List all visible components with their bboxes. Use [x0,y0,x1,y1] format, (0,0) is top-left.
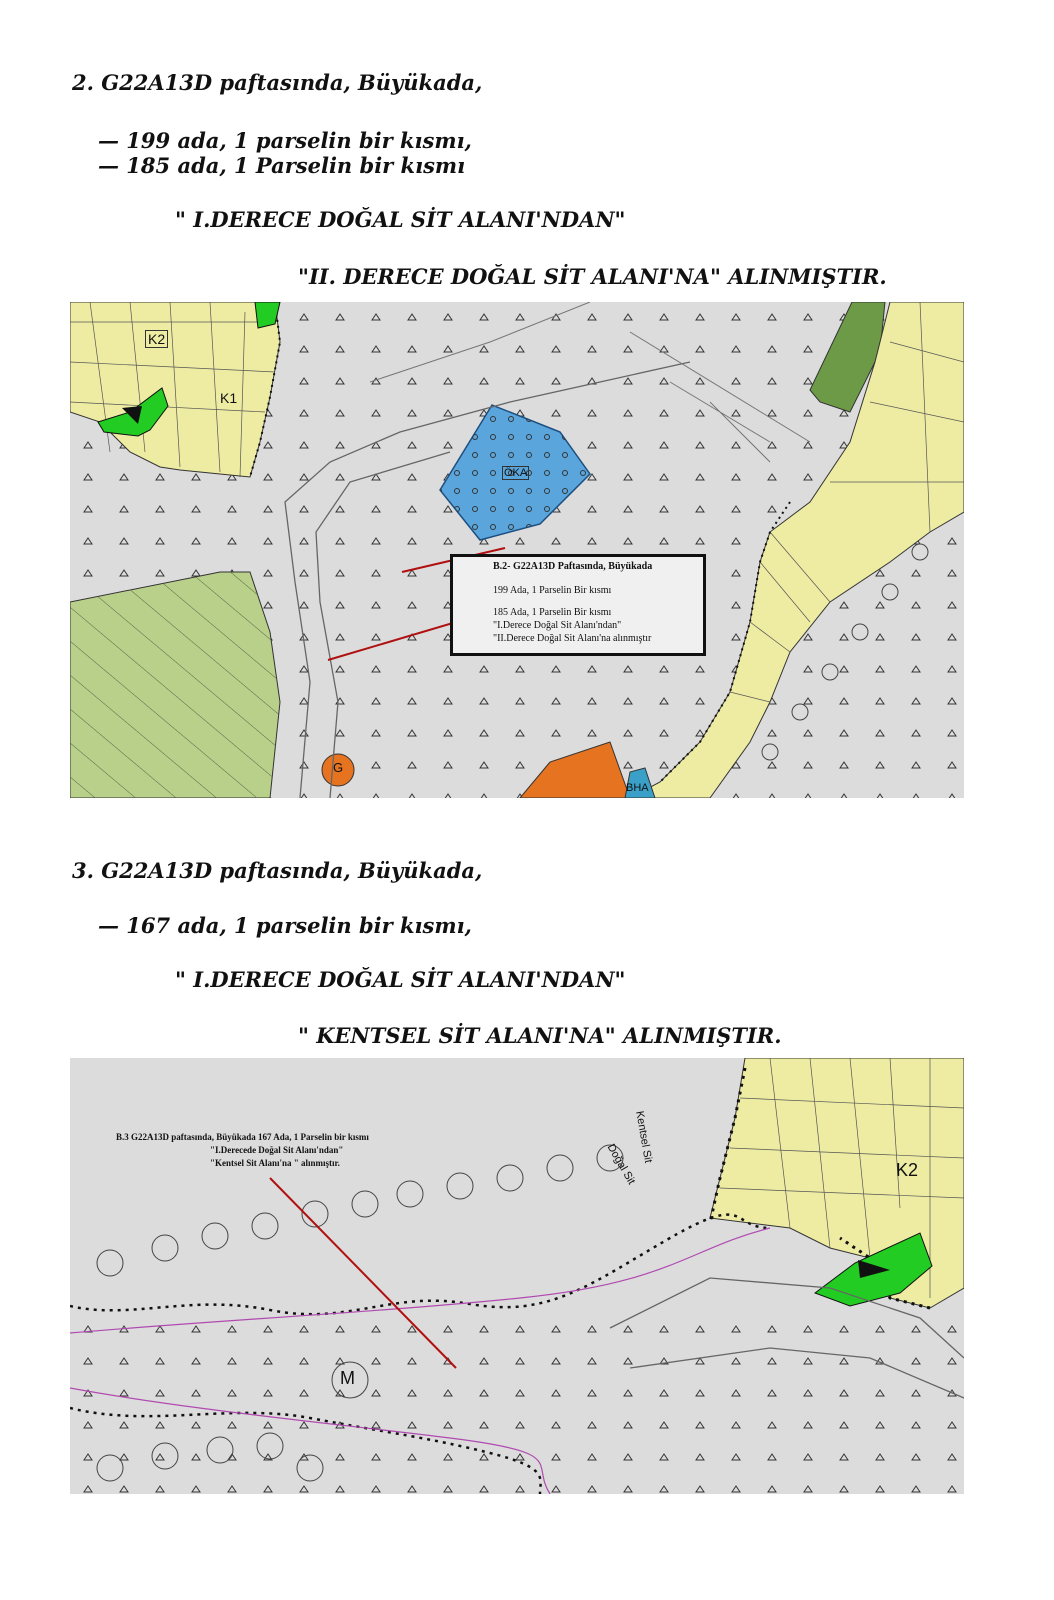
zone-k2-label-2: K2 [896,1160,919,1180]
legend-title: B.2- G22A13D Paftasında, Büyükada [493,561,653,572]
section2-item-185: — 185 ada, 1 Parselin bir kısmı [98,153,466,178]
section2-heading: 2. G22A13D paftasında, Büyükada, [72,70,483,95]
zone-oka-label: ÖKA [504,467,528,479]
map-2 [70,1058,964,1494]
legend-line-185: 185 Ada, 1 Parselin Bir kısmı [493,607,612,618]
zone-k1-label: K1 [220,390,238,406]
legend-line-199: 199 Ada, 1 Parselin Bir kısmı [493,585,612,596]
map-2-drawing [70,1058,964,1494]
zone-g-label: G [333,760,344,775]
map-2-note-line1: B.3 G22A13D paftasında, Büyükada 167 Ada, 1 Parselin bir kısmı [116,1132,369,1142]
map-1-legend [450,554,706,656]
section3-heading: 3. G22A13D paftasında, Büyükada, [72,858,483,883]
section2-from: " I.DERECE DOĞAL SİT ALANI'NDAN" [175,207,626,232]
section2-to: "II. DERECE DOĞAL SİT ALANI'NA" ALINMIŞTIR. [298,264,887,289]
map-1-drawing [70,302,964,798]
zone-m-label: M [340,1368,355,1388]
legend-line-to: "II.Derece Doğal Sit Alanı'na alınmıştır [493,633,652,644]
section3-item-167: — 167 ada, 1 parselin bir kısmı, [98,913,472,938]
zone-bha-label: BHA [626,782,649,794]
section3-to: " KENTSEL SİT ALANI'NA" ALINMIŞTIR. [298,1023,782,1048]
section2-item-199: — 199 ada, 1 parselin bir kısmı, [98,128,472,153]
map-2-note-line3: "Kentsel Sit Alanı'na " alınmıştır. [210,1158,340,1168]
map-2-note-line2: "I.Derecede Doğal Sit Alanı'ndan" [210,1145,344,1155]
section3-from: " I.DERECE DOĞAL SİT ALANI'NDAN" [175,967,626,992]
zone-k2-label: K2 [145,330,168,348]
dogal-sit-label: Doğal Sit [604,1142,638,1187]
map-1 [70,302,964,798]
kentsel-sit-label: Kentsel Sit [633,1110,655,1164]
legend-line-from: "I.Derece Doğal Sit Alanı'ndan" [493,620,622,631]
